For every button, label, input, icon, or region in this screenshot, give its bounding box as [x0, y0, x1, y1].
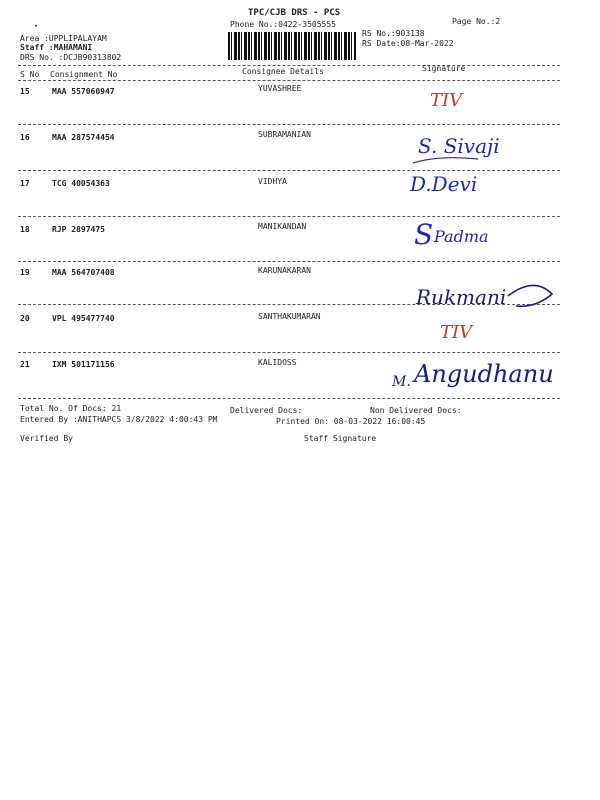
row-consignment: MAA 564707408 — [52, 268, 115, 277]
signature-mark-15 — [430, 88, 490, 118]
row-consignment: TCG 40054363 — [52, 179, 110, 188]
row-sno: 15 — [20, 87, 30, 96]
svg-text:S: S — [414, 218, 434, 251]
row-divider — [18, 398, 560, 399]
row-sno: 18 — [20, 225, 30, 234]
entered-by: Entered By :ANITHAPCS 3/8/2022 4:00:43 PM — [20, 415, 218, 424]
row-consignee: SUBRAMANIAN — [258, 130, 311, 139]
staff-signature: Staff Signature — [304, 434, 377, 443]
row-consignee: KARUNAKARAN — [258, 266, 311, 275]
small-mark: ▾ — [34, 22, 39, 30]
signature-mark-17 — [408, 165, 488, 205]
svg-text:Angudhanu: Angudhanu — [414, 360, 554, 388]
row-consignee: YUVASHREE — [258, 84, 302, 93]
svg-text:TIV: TIV — [430, 90, 463, 111]
staff-label: Staff :MAHAMANI — [20, 43, 93, 52]
signature-mark-18 — [414, 208, 544, 258]
verified-by: Verified By — [20, 434, 73, 443]
document-title: TPC/CJB DRS - PCS — [248, 8, 341, 18]
non-delivered-docs: Non Delivered Docs: — [370, 406, 462, 415]
svg-text:Padma: Padma — [434, 227, 489, 246]
column-consignee: Consignee Details — [242, 67, 324, 76]
row-consignee: VIDHYA — [258, 177, 287, 186]
row-consignee: MANIKANDAN — [258, 222, 307, 231]
row-consignee: SANTHAKUMARAN — [258, 312, 321, 321]
signature-mark-19 — [416, 276, 566, 316]
page-number: Page No.:2 — [452, 17, 501, 26]
row-consignment: MAA 287574454 — [52, 133, 115, 142]
drs-number: DRS No. :DCJB90313802 — [20, 53, 122, 62]
svg-text:Rukmani: Rukmani — [416, 285, 507, 309]
column-sno: S No — [20, 70, 40, 79]
column-signature: Signature — [422, 64, 466, 73]
svg-text:S. Sivaji: S. Sivaji — [418, 134, 500, 158]
svg-text:M.: M. — [392, 374, 411, 390]
row-sno: 16 — [20, 133, 30, 142]
row-consignment: MAA 557060947 — [52, 87, 115, 96]
rs-date: RS Date:08-Mar-2022 — [362, 39, 454, 48]
svg-text:TIV: TIV — [440, 322, 473, 343]
signature-mark-21 — [392, 348, 562, 398]
row-divider — [18, 261, 560, 262]
row-sno: 20 — [20, 314, 30, 323]
svg-text:D.Devi: D.Devi — [410, 172, 478, 196]
row-consignment: IXM 501171156 — [52, 360, 115, 369]
row-consignment: RJP 2897475 — [52, 225, 105, 234]
phone-number: Phone No.:0422-3505555 — [230, 20, 336, 29]
column-consignment: Consignment No — [50, 70, 118, 79]
row-sno: 21 — [20, 360, 30, 369]
header-divider — [18, 65, 560, 66]
row-consignment: VPL 495477740 — [52, 314, 115, 323]
rs-number: RS No.:903138 — [362, 29, 425, 38]
row-sno: 19 — [20, 268, 30, 277]
barcode — [228, 32, 356, 60]
row-consignee: KALIDOSS — [258, 358, 297, 367]
column-divider — [18, 80, 560, 81]
total-docs: Total No. Of Docs: 21 — [20, 404, 122, 413]
signature-mark-20 — [440, 320, 500, 350]
area-label: Area :UPPLIPALAYAM — [20, 34, 107, 43]
printed-on: Printed On: 08-03-2022 16:00:45 — [276, 417, 426, 426]
row-sno: 17 — [20, 179, 30, 188]
delivered-docs: Delivered Docs: — [230, 406, 303, 415]
